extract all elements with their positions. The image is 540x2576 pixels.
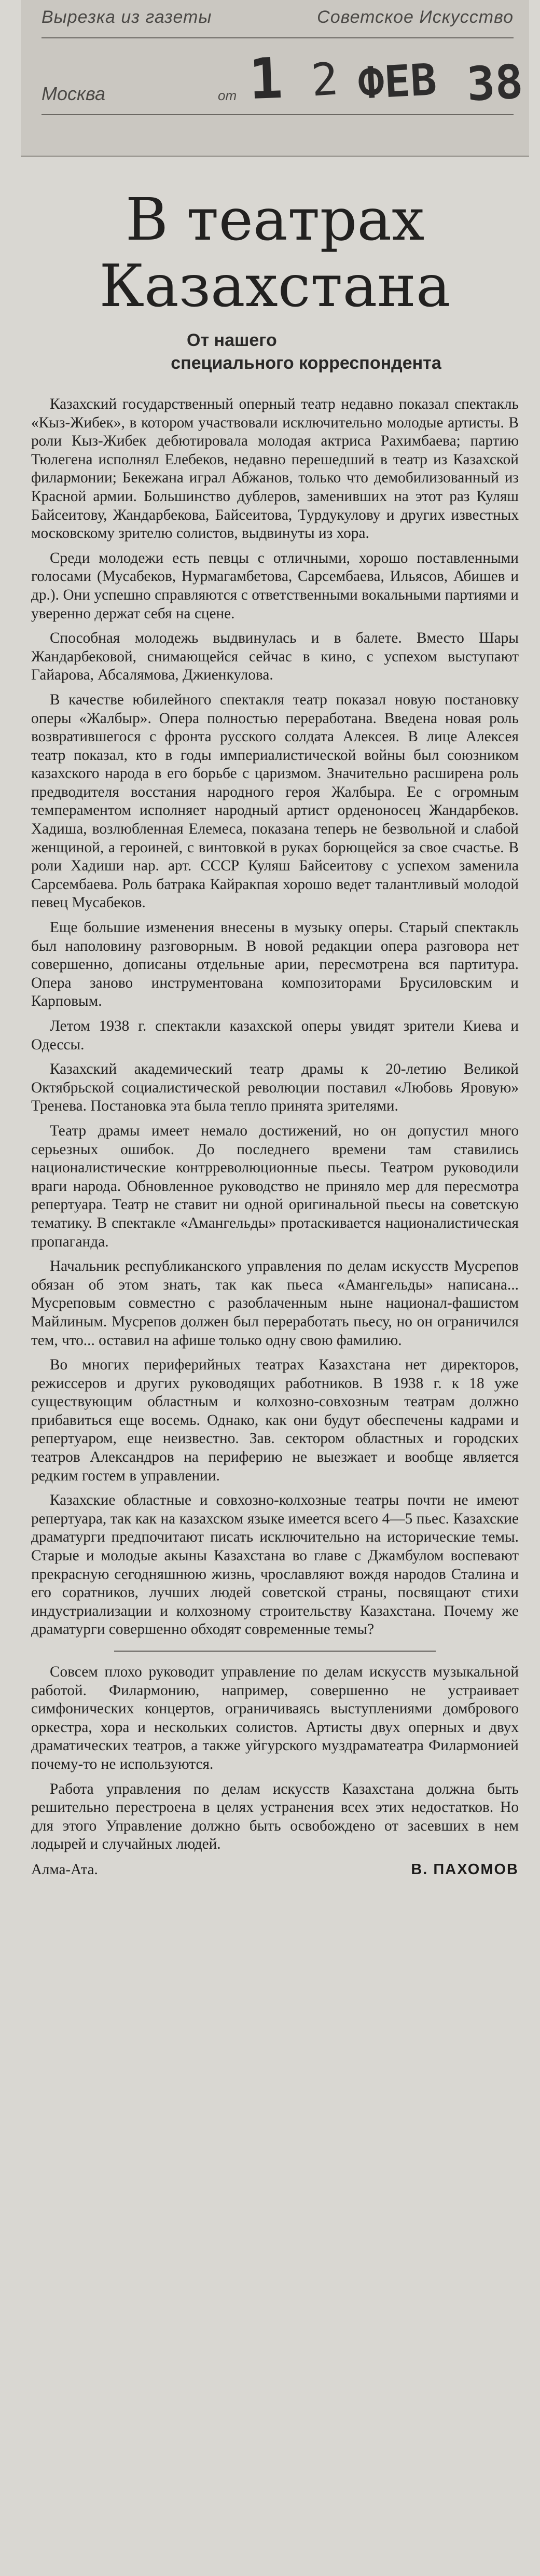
headline-line-1: В театрах <box>125 186 425 254</box>
label-rule <box>41 37 514 38</box>
article <box>31 187 519 1879</box>
date-stamp-month: ФЕВ <box>356 54 438 109</box>
date-stamp-number: 1 <box>247 46 286 113</box>
headline <box>31 187 519 320</box>
byline-line-1: От нашего <box>187 330 277 350</box>
city: Москва <box>41 83 106 104</box>
paragraph: Летом 1938 г. спектакли казахской оперы увидят зрители Киева и Одессы. <box>31 1018 519 1053</box>
author: В. ПАХОМОВ <box>411 1861 519 1878</box>
headline-line-2: Казахстана <box>99 253 451 320</box>
label-header <box>41 7 514 27</box>
paragraph: Казахские областные и совхозно-колхозные театры почти не имеют репертуара, так как на казахском языке имеется всего 4—5 пьес. Казахские драматурги предпочитают писать исключительно на исторические темы. Старые и молодые акыны Казахстана во главе с Джамбулом воспевают прекрасную сегодняшнюю жизнь, чрославляют вождя народов Сталина и его соратников, лучших людей советской страны, посвящают стихи индустриализации и колхозному строительству Казахстана. Почему же драматурги совершенно обходят современные темы? <box>31 1492 519 1638</box>
paragraph: В качестве юбилейного спектакля театр показал новую постановку оперы «Жалбыр». Опера полностью переработана. Введена новая роль возвратившегося с фронта русского солдата Алексея. В лице Алексея театр показал, кто в годы империалистической войны был союзником казахского народа в его борьбе с царизмом. Значительно расширена роль предводителя восстания народного героя Жалбыра. Ее с огромным темпераментом исполняет народный артист орденоносец Жандарбеков. Хадиша, возлюбленная Елемеса, показана теперь не безвольной и слабой женщиной, а героиней, с винтовкой в руках борющейся за свое счастье. В роли Хадиши нар. арт. СССР Куляш Байсеитову с успехом заменила Сарсембаева. Роль батрака Кайракпая хорошо ведет талантливый молодой певец Мусабеков. <box>31 691 519 911</box>
paragraph: Еще большие изменения внесены в музыку оперы. Старый спектакль был наполовину разговорным. В новой редакции опера разговора нет совершенно, дописаны отдельные арии, пересмотрена вся партитура. Опера заново инструментована композиторами Брусиловским и Карповым. <box>31 919 519 1010</box>
byline <box>31 329 519 375</box>
section-divider <box>114 1651 436 1652</box>
source-line: Вырезка из газеты <box>41 7 212 27</box>
byline-line-2: специального корреспондента <box>171 353 441 373</box>
label-rule <box>41 114 514 115</box>
date-stamp-year: 38 <box>465 54 525 112</box>
date-stamp-day: 2 <box>309 53 340 107</box>
paragraph: Работа управления по делам искусств Казахстана должна быть решительно перестроена в целях устранения всех этих недостатков. Но для этого Управление должно быть освобождено от засевших в нем лодырей и случайных людей. <box>31 1780 519 1853</box>
from-label: от <box>218 88 237 103</box>
article-body <box>31 395 519 1854</box>
clipping-label <box>21 0 529 157</box>
dateline: Алма-Ата. <box>31 1861 98 1878</box>
article-footer <box>31 1860 519 1879</box>
newspaper-name: Советское Искусство <box>317 7 514 27</box>
paragraph: Театр драмы имеет немало достижений, но он допустил много серьезных ошибок. До последнего времени там ставились националистические контрреволюционные пьесы. Театром руководили враги народа. Обновленное руководство не приняло мер для пересмотра репертуара. Театр не ставит ни одной оригинальной пьесы на советскую тематику. В спектакле «Амангельды» протаскивается националистическая пропаганда. <box>31 1122 519 1250</box>
paragraph: Казахский государственный оперный театр недавно показал спектакль «Кыз-Жибек», в котором участвовали исключительно молодые артисты. В роли Кыз-Жибек дебютировала молодая актриса Рахимбаева; партию Тюлегена исполнял Елебеков, недавно перешедший в театр из Казахской филармонии; Бекежана играл Абжанов, только что демобилизованный из Красной армии. Большинство дублеров, заменивших на этот раз Куляш Байсеитову, Жандарбекова, Байсеитова, Турдукулову и других известных московскому зрителю солистов, выдвинуты из хора. <box>31 396 519 542</box>
paragraph: Среди молодежи есть певцы с отличными, хорошо поставленными голосами (Мусабеков, Нурмагамбетова, Сарсембаева, Ильясов, Абишев и др.). Они успешно справляются с ответственными вокальными партиями и уверенно держат себя на сцене. <box>31 549 519 622</box>
paragraph: Во многих периферийных театрах Казахстана нет директоров, режиссеров и других руководящих работников. В 1938 г. к 18 уже существующим областным и колхозно-совхозным театрам должно прибавиться еще восемь. Однако, как они будут обеспечены кадрами и репертуаром, еще неизвестно. Зав. сектором областных и городских театров Александров на периферию не выезжает и вообще является редким гостем в управлении. <box>31 1356 519 1484</box>
paragraph: Совсем плохо руководит управление по делам искусств музыкальной работой. Филармонию, например, совершенно не устраивает симфонических концертов, ограничиваясь выступлениями домбрового оркестра, хора и нескольких солистов. Артисты двух оперных и двух драматических театров, а также уйгурского муздраматеатра Филармонией почему-то не используются. <box>31 1664 519 1772</box>
paragraph: Способная молодежь выдвинулась и в балете. Вместо Шары Жандарбековой, снимающейся сейчас в кино, с успехом выступают Гайарова, Абсалямова, Джиенкулова. <box>31 630 519 684</box>
paragraph: Начальник республиканского управления по делам искусств Мусрепов обязан об этом знать, так как пьеса «Амангельды» написана... Мусреповым совместно с разоблаченным ныне национал-фашистом Майлиным. Мусрепов должен был переработать пьесу, но он ограничился тем, что... оставил на афише только одну свою фамилию. <box>31 1258 519 1349</box>
paragraph: Казахский академический театр драмы к 20-летию Великой Октябрьской социалистической революции поставил «Любовь Яровую» Тренева. Постановка эта была тепло принята зрителями. <box>31 1061 519 1115</box>
